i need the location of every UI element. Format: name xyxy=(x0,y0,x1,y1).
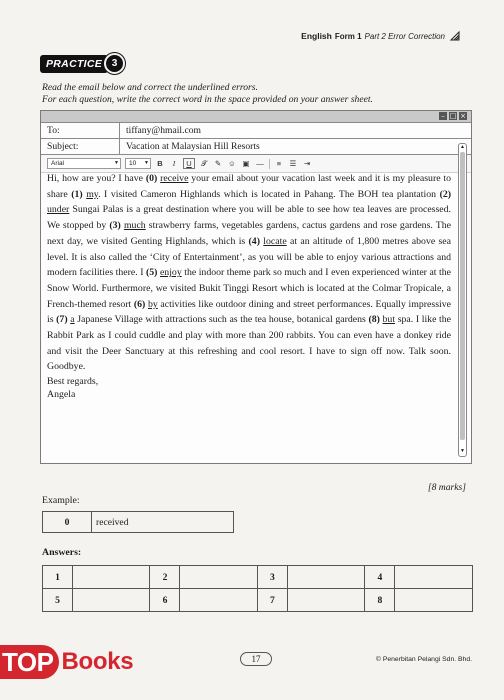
answer-number: 3 xyxy=(257,566,287,589)
scrollbar[interactable] xyxy=(458,143,467,457)
underlined-error: my xyxy=(86,188,99,200)
scroll-down-icon[interactable]: ▼ xyxy=(460,449,465,454)
example-label: Example: xyxy=(42,495,80,506)
example-table xyxy=(42,511,234,533)
email-window xyxy=(40,110,472,464)
body-text-segment: . I visited Cameron Highlands which is located in Pahang. The BOH tea plantation xyxy=(98,188,440,200)
italic-button[interactable]: I xyxy=(172,159,176,168)
body-text-segment: at an altitude of 1,800 metres above sea level. It is also called the ‘City of Entertainment’, as you will be able to enjoy various attractions and modern facilities there. I xyxy=(47,235,452,279)
body-text-segment: your email about your vacation last week and it is my pleasure to share xyxy=(47,173,451,200)
section-label: Part 2 Error Correction xyxy=(364,31,445,41)
body-text-segment: Hi, how are you? I have xyxy=(47,173,146,184)
answer-field[interactable] xyxy=(395,589,473,612)
page-number: 17 xyxy=(240,652,272,666)
answer-number: 4 xyxy=(365,566,395,589)
pen-icon[interactable]: ✎ xyxy=(214,159,222,168)
underlined-error: enjoy xyxy=(159,267,182,279)
page-header xyxy=(301,31,460,41)
question-number: (0) xyxy=(145,173,158,184)
answer-field[interactable] xyxy=(287,566,365,589)
list-icon[interactable]: ☰ xyxy=(289,159,297,168)
body-text-segment: activities like outdoor dining and street performances. Equally impressive is xyxy=(47,298,452,326)
publisher-credit: © Penerbitan Pelangi Sdn. Bhd. xyxy=(375,656,472,663)
subject-label: English xyxy=(301,31,332,41)
underlined-error: locate xyxy=(263,235,287,247)
underlined-error: under xyxy=(47,204,70,216)
window-title-bar xyxy=(41,111,471,123)
email-closing: Best regards, xyxy=(47,376,99,388)
subject-row xyxy=(41,139,471,155)
topbooks-logo xyxy=(0,645,133,679)
body-text-segment: the indoor theme park so much and I even experienced winter at the Snow World. Furthermore, we visited Bukit Tinggi Resort which is located at the Colmar Tropicale, a French-themed resort xyxy=(47,267,452,310)
question-number: (8) xyxy=(368,314,380,326)
marks-label: [8 marks] xyxy=(427,482,466,493)
answer-field[interactable] xyxy=(287,589,365,612)
underlined-error: a xyxy=(70,314,75,326)
signal-icon xyxy=(450,31,460,41)
indent-icon[interactable]: ⇥ xyxy=(303,159,311,168)
image-icon[interactable]: ▣ xyxy=(242,159,250,168)
question-number: (6) xyxy=(133,298,146,310)
logo-top-text: TOP xyxy=(0,645,59,679)
chevron-down-icon: ▼ xyxy=(114,160,119,166)
subject-field-label: Subject: xyxy=(41,139,120,154)
instruction-line-2: For each question, write the correct word in the space provided on your answer sheet. xyxy=(42,94,373,105)
subject-field[interactable]: Vacation at Malaysian Hill Resorts xyxy=(126,141,260,152)
form-label: Form 1 xyxy=(334,31,362,41)
align-icon[interactable]: ≡ xyxy=(276,159,282,168)
instruction-line-1: Read the email below and correct the underlined errors. xyxy=(42,82,258,93)
answer-number: 6 xyxy=(150,589,180,612)
text-color-icon[interactable]: 𝓣 xyxy=(201,158,207,168)
email-signature: Angela xyxy=(47,389,76,401)
chevron-down-icon: ▼ xyxy=(144,160,149,166)
answer-number: 2 xyxy=(150,566,180,589)
underlined-error: receive xyxy=(160,173,189,184)
emoji-icon[interactable]: ☺ xyxy=(228,159,236,168)
underlined-error: much xyxy=(123,220,146,232)
font-select[interactable]: Arial ▼ xyxy=(47,158,121,169)
maximize-icon[interactable]: □ xyxy=(449,112,457,120)
answer-field[interactable] xyxy=(180,566,258,589)
logo-books-text: Books xyxy=(61,648,134,675)
size-select[interactable]: 10 ▼ xyxy=(125,158,151,169)
underline-button[interactable]: U xyxy=(183,158,195,169)
question-number: (2) xyxy=(439,188,451,200)
scroll-thumb[interactable] xyxy=(460,152,465,440)
horizontal-rule-icon[interactable]: — xyxy=(256,159,264,168)
underlined-error: by xyxy=(147,298,158,310)
answers-row xyxy=(43,566,473,589)
answer-number: 5 xyxy=(43,589,73,612)
underlined-error: but xyxy=(382,314,396,326)
practice-number: 3 xyxy=(104,53,125,74)
question-number: (1) xyxy=(71,188,83,200)
answer-number: 1 xyxy=(43,566,73,589)
email-body-text xyxy=(47,171,451,375)
answer-field[interactable] xyxy=(72,589,150,612)
question-number: (3) xyxy=(109,220,121,232)
practice-label: PRACTICE xyxy=(40,55,108,73)
body-text-segment: strawberry farms, vegetables gardens, cactus gardens and rose gardens. The next day, we visited Genting Highlands, which is xyxy=(47,220,452,247)
answers-label: Answers: xyxy=(42,547,82,558)
to-field[interactable]: tiffany@hmail.com xyxy=(126,125,201,136)
close-icon[interactable]: × xyxy=(460,112,466,120)
answer-number: 7 xyxy=(257,589,287,612)
body-text-segment: Sungai Palas is a great destination where you will be able to see how tea leaves are processed. We stopped by xyxy=(47,204,451,232)
example-number: 0 xyxy=(43,512,92,533)
question-number: (4) xyxy=(248,235,260,247)
answer-number: 8 xyxy=(365,589,395,612)
bold-button[interactable]: B xyxy=(157,159,163,168)
to-row xyxy=(41,123,471,139)
practice-badge xyxy=(40,54,125,73)
to-label: To: xyxy=(41,123,120,138)
answer-field[interactable] xyxy=(72,566,150,589)
answer-field[interactable] xyxy=(180,589,258,612)
answers-table xyxy=(42,565,473,612)
scroll-up-icon[interactable]: ▲ xyxy=(460,145,465,150)
minimize-icon[interactable]: – xyxy=(439,112,447,120)
answer-field[interactable] xyxy=(395,566,473,589)
answers-row xyxy=(43,589,473,612)
body-text-segment: spa. I like the Rabbit Park as I could cuddle and play with more than 200 rabbits. You can even have a donkey ride and visit the Deer Sanctuary at this refreshing and cool resort. I have to sign off now. Talk soon. Goodbye. xyxy=(47,314,452,373)
question-number: (7) xyxy=(56,314,68,326)
example-answer: received xyxy=(92,512,234,533)
question-number: (5) xyxy=(146,267,158,279)
email-body[interactable] xyxy=(47,171,451,401)
instructions xyxy=(42,82,373,106)
toolbar-divider xyxy=(269,159,270,169)
body-text-segment: Japanese Village with attractions such as the tea house, botanical gardens xyxy=(74,314,369,326)
